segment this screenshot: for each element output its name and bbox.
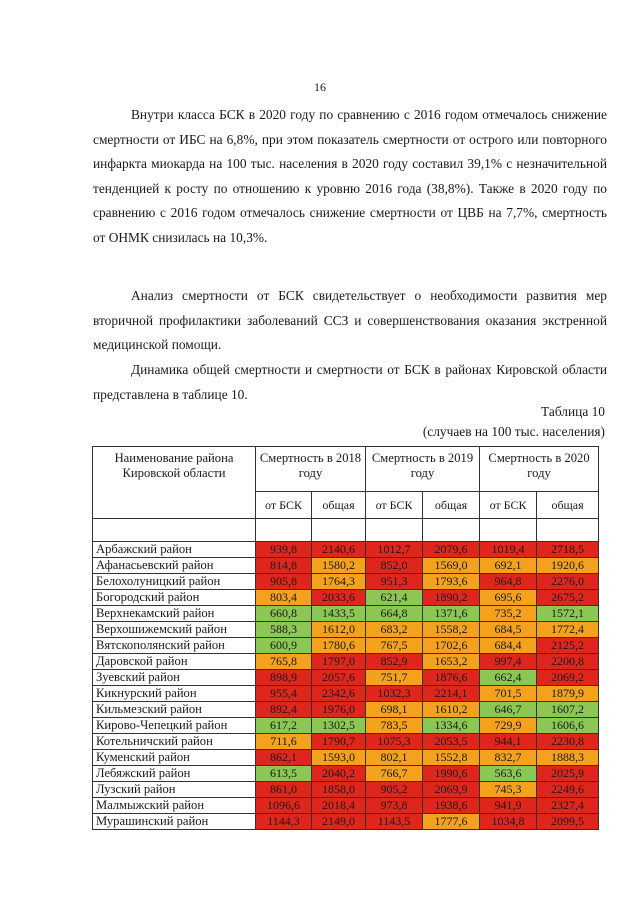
value-total-2018: 2149,0 [312, 814, 366, 830]
district-name: Даровской район [93, 654, 256, 670]
subheader-bsk-2019: от БСК [366, 492, 423, 519]
value-bsk-2019: 802,1 [366, 750, 423, 766]
value-bsk-2019: 1032,3 [366, 686, 423, 702]
district-name-header: Наименование района Кировской области [93, 447, 256, 519]
value-bsk-2020: 1019,4 [480, 542, 537, 558]
value-bsk-2018: 1144,3 [256, 814, 312, 830]
table-row [93, 686, 599, 702]
value-total-2019: 1777,6 [423, 814, 480, 830]
value-bsk-2019: 621,4 [366, 590, 423, 606]
value-bsk-2020: 701,5 [480, 686, 537, 702]
value-total-2018: 1790,7 [312, 734, 366, 750]
value-total-2019: 2079,6 [423, 542, 480, 558]
value-total-2020: 2276,0 [537, 574, 599, 590]
value-total-2018: 2018,4 [312, 798, 366, 814]
value-total-2018: 2033,6 [312, 590, 366, 606]
value-total-2020: 2025,9 [537, 766, 599, 782]
table-row [93, 558, 599, 574]
value-total-2018: 1780,6 [312, 638, 366, 654]
value-bsk-2020: 684,5 [480, 622, 537, 638]
subheader-total-2018: общая [312, 492, 366, 519]
value-bsk-2018: 898,9 [256, 670, 312, 686]
value-bsk-2018: 613,5 [256, 766, 312, 782]
value-bsk-2020: 684,4 [480, 638, 537, 654]
value-total-2020: 1888,3 [537, 750, 599, 766]
value-total-2018: 2140,6 [312, 542, 366, 558]
table-row [93, 574, 599, 590]
district-name: Малмыжский район [93, 798, 256, 814]
value-total-2020: 1606,6 [537, 718, 599, 734]
value-total-2019: 1334,6 [423, 718, 480, 734]
value-bsk-2019: 973,8 [366, 798, 423, 814]
table-row [93, 814, 599, 830]
paragraph-3 [93, 358, 607, 407]
value-total-2019: 1990,6 [423, 766, 480, 782]
value-total-2018: 2342,6 [312, 686, 366, 702]
value-total-2020: 1572,1 [537, 606, 599, 622]
value-total-2020: 1772,4 [537, 622, 599, 638]
value-bsk-2019: 1075,3 [366, 734, 423, 750]
subheader-total-2019: общая [423, 492, 480, 519]
table-row [93, 718, 599, 734]
value-total-2019: 2069,9 [423, 782, 480, 798]
value-total-2018: 1858,0 [312, 782, 366, 798]
page-number: 16 [314, 80, 326, 94]
table-row [93, 638, 599, 654]
value-total-2019: 1653,2 [423, 654, 480, 670]
district-name: Мурашинский район [93, 814, 256, 830]
year-2020-header: Смертность в 2020 году [480, 447, 599, 492]
district-name: Богородский район [93, 590, 256, 606]
district-name: Зуевский район [93, 670, 256, 686]
value-total-2018: 1302,5 [312, 718, 366, 734]
district-name: Вятскополянский район [93, 638, 256, 654]
value-bsk-2020: 1034,8 [480, 814, 537, 830]
value-total-2019: 1569,0 [423, 558, 480, 574]
table-row [93, 542, 599, 558]
value-bsk-2020: 735,2 [480, 606, 537, 622]
table-spacer-row [93, 519, 599, 542]
value-bsk-2020: 646,7 [480, 702, 537, 718]
value-total-2020: 2200,8 [537, 654, 599, 670]
value-bsk-2018: 711,6 [256, 734, 312, 750]
table-row [93, 590, 599, 606]
value-bsk-2019: 698,1 [366, 702, 423, 718]
value-bsk-2020: 662,4 [480, 670, 537, 686]
value-total-2020: 2249,6 [537, 782, 599, 798]
value-total-2020: 2675,2 [537, 590, 599, 606]
value-total-2019: 1558,2 [423, 622, 480, 638]
district-name: Кильмезский район [93, 702, 256, 718]
paragraph-1 [93, 103, 607, 250]
district-name: Кикнурский район [93, 686, 256, 702]
value-total-2019: 1371,6 [423, 606, 480, 622]
value-total-2020: 2069,2 [537, 670, 599, 686]
value-bsk-2020: 745,3 [480, 782, 537, 798]
table-row [93, 782, 599, 798]
subheader-bsk-2018: от БСК [256, 492, 312, 519]
value-total-2018: 1976,0 [312, 702, 366, 718]
district-name: Лебяжский район [93, 766, 256, 782]
year-2018-header: Смертность в 2018 году [256, 447, 366, 492]
value-total-2020: 1920,6 [537, 558, 599, 574]
value-total-2018: 2057,6 [312, 670, 366, 686]
value-bsk-2018: 803,4 [256, 590, 312, 606]
district-name: Белохолуницкий район [93, 574, 256, 590]
table-row [93, 654, 599, 670]
table-caption: Таблица 10 [541, 404, 605, 419]
value-bsk-2019: 1012,7 [366, 542, 423, 558]
paragraph-2 [93, 284, 607, 358]
value-total-2019: 1793,6 [423, 574, 480, 590]
value-bsk-2019: 664,8 [366, 606, 423, 622]
paragraph-3-text: Динамика общей смертности и смертности от БСК в районах Кировской области представлена в таблице 10. [93, 362, 607, 402]
value-total-2018: 1612,0 [312, 622, 366, 638]
paragraph-1-text: Внутри класса БСК в 2020 году по сравнению с 2016 годом отмечалось снижение смертности от ИБС на 6,8%, при этом показатель смертности от острого или повторного инфаркта миокарда на 100 тыс. населения в 2020 году составил 39,1% с незначительной тенденцией к росту по отношению к уровню 2016 года (38,8%). Также в 2020 году по сравнению с 2016 годом отмечалось снижение смертности от ЦВБ на 7,7%, смертность от ОНМК снизилась на 10,3%. [93, 107, 607, 245]
value-total-2018: 1797,0 [312, 654, 366, 670]
value-bsk-2018: 861,0 [256, 782, 312, 798]
value-total-2018: 1593,0 [312, 750, 366, 766]
value-total-2018: 1764,3 [312, 574, 366, 590]
year-2019-header: Смертность в 2019 году [366, 447, 480, 492]
table-row [93, 734, 599, 750]
subheader-total-2020: общая [537, 492, 599, 519]
table-header-row [93, 447, 599, 492]
value-total-2018: 2040,2 [312, 766, 366, 782]
value-total-2019: 1876,6 [423, 670, 480, 686]
value-bsk-2018: 617,2 [256, 718, 312, 734]
value-total-2019: 1702,6 [423, 638, 480, 654]
value-bsk-2020: 944,1 [480, 734, 537, 750]
value-bsk-2019: 751,7 [366, 670, 423, 686]
value-bsk-2018: 939,8 [256, 542, 312, 558]
value-bsk-2018: 905,8 [256, 574, 312, 590]
value-bsk-2018: 892,4 [256, 702, 312, 718]
value-bsk-2020: 997,4 [480, 654, 537, 670]
table-row [93, 798, 599, 814]
value-bsk-2018: 660,8 [256, 606, 312, 622]
value-total-2018: 1580,2 [312, 558, 366, 574]
table-body [93, 519, 599, 830]
value-total-2020: 2230,8 [537, 734, 599, 750]
table-row [93, 702, 599, 718]
district-name: Куменский район [93, 750, 256, 766]
value-bsk-2020: 964,8 [480, 574, 537, 590]
value-bsk-2019: 766,7 [366, 766, 423, 782]
value-bsk-2020: 692,1 [480, 558, 537, 574]
value-bsk-2020: 941,9 [480, 798, 537, 814]
value-bsk-2018: 814,8 [256, 558, 312, 574]
value-bsk-2018: 588,3 [256, 622, 312, 638]
district-name: Котельничский район [93, 734, 256, 750]
value-total-2020: 1607,2 [537, 702, 599, 718]
value-total-2018: 1433,5 [312, 606, 366, 622]
value-total-2020: 1879,9 [537, 686, 599, 702]
value-bsk-2019: 783,5 [366, 718, 423, 734]
value-bsk-2020: 729,9 [480, 718, 537, 734]
value-total-2019: 2053,5 [423, 734, 480, 750]
value-bsk-2019: 852,0 [366, 558, 423, 574]
value-bsk-2020: 563,6 [480, 766, 537, 782]
table-row [93, 670, 599, 686]
value-bsk-2019: 951,3 [366, 574, 423, 590]
table-row [93, 606, 599, 622]
table-row [93, 750, 599, 766]
value-bsk-2019: 852,9 [366, 654, 423, 670]
subheader-bsk-2020: от БСК [480, 492, 537, 519]
value-total-2019: 1610,2 [423, 702, 480, 718]
paragraph-2-text: Анализ смертности от БСК свидетельствует о необходимости развития мер вторичной профилактики заболеваний ССЗ и совершенствования оказания экстренной медицинской помощи. [93, 288, 607, 352]
district-name: Афанасьевский район [93, 558, 256, 574]
value-bsk-2019: 905,2 [366, 782, 423, 798]
district-name: Верхошижемский район [93, 622, 256, 638]
value-total-2020: 2327,4 [537, 798, 599, 814]
table-row [93, 622, 599, 638]
value-bsk-2018: 955,4 [256, 686, 312, 702]
mortality-table [92, 446, 599, 830]
table-row [93, 766, 599, 782]
district-name: Арбажский район [93, 542, 256, 558]
table-unit: (случаев на 100 тыс. населения) [422, 424, 605, 439]
value-total-2019: 2214,1 [423, 686, 480, 702]
value-total-2019: 1552,8 [423, 750, 480, 766]
district-name: Верхнекамский район [93, 606, 256, 622]
value-bsk-2018: 600,9 [256, 638, 312, 654]
value-total-2020: 2125,2 [537, 638, 599, 654]
value-total-2019: 1890,2 [423, 590, 480, 606]
value-bsk-2018: 1096,6 [256, 798, 312, 814]
value-bsk-2020: 695,6 [480, 590, 537, 606]
district-name: Кирово-Чепецкий район [93, 718, 256, 734]
value-bsk-2018: 862,1 [256, 750, 312, 766]
value-total-2020: 2099,5 [537, 814, 599, 830]
value-total-2020: 2718,5 [537, 542, 599, 558]
value-total-2019: 1938,6 [423, 798, 480, 814]
district-name: Лузский район [93, 782, 256, 798]
value-bsk-2018: 765,8 [256, 654, 312, 670]
value-bsk-2019: 767,5 [366, 638, 423, 654]
value-bsk-2019: 1143,5 [366, 814, 423, 830]
value-bsk-2020: 832,7 [480, 750, 537, 766]
value-bsk-2019: 683,2 [366, 622, 423, 638]
